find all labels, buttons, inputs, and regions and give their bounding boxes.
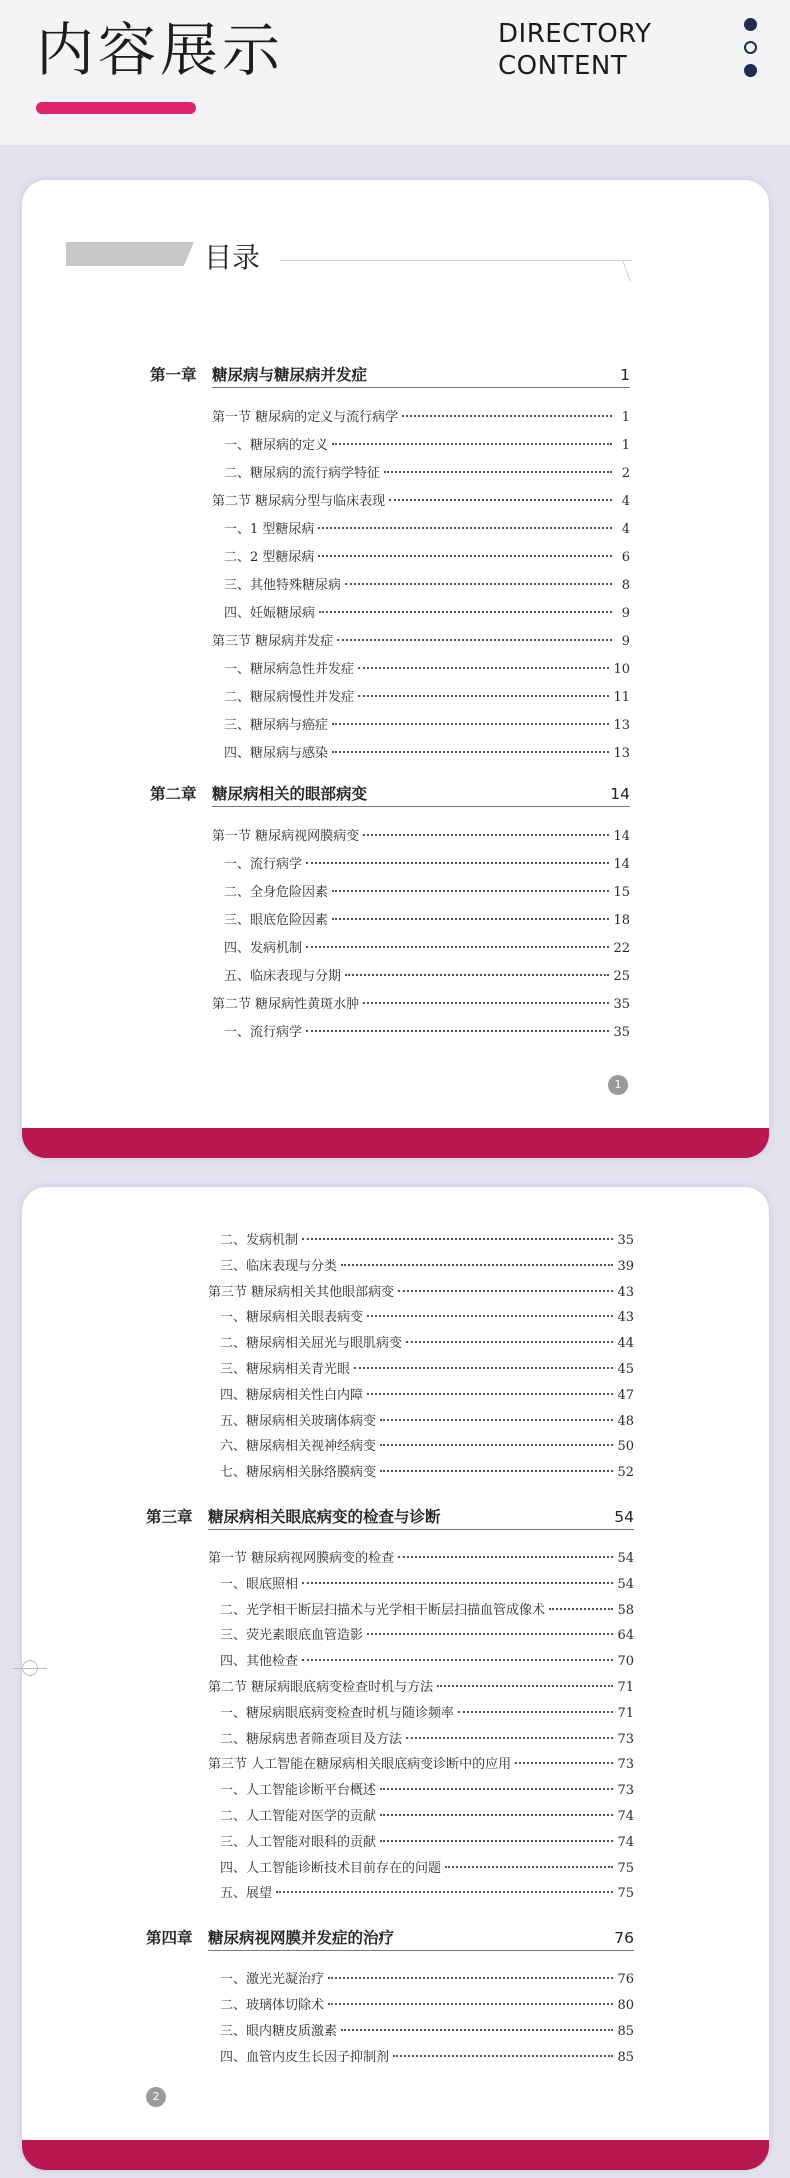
dot-leader (393, 2055, 613, 2057)
entry-page-number: 73 (617, 1731, 634, 1747)
entry-label: 二、发病机制 (220, 1233, 299, 1248)
dot-leader (319, 611, 612, 613)
entry-label: 一、激光光凝治疗 (220, 1972, 325, 1988)
entry-page-number: 54 (617, 1576, 634, 1592)
entry-page-number: 9 (621, 606, 630, 621)
dot-leader (358, 667, 609, 669)
heading-decoration (66, 242, 194, 266)
dot-leader (380, 1470, 613, 1472)
subsection-row[interactable] (224, 853, 630, 872)
page-number-badge: 1 (608, 1075, 628, 1095)
entry-label: 一、人工智能诊断平台概述 (220, 1783, 377, 1799)
dot-leader (367, 1393, 613, 1395)
dot-leader (437, 1685, 613, 1687)
subsection-row[interactable] (224, 742, 630, 761)
page-bottom-bar (22, 2140, 769, 2170)
dot-leader (306, 862, 609, 864)
entry-page-number: 22 (613, 941, 630, 956)
entry-page-number: 13 (613, 746, 630, 761)
entry-label: 一、眼底照相 (220, 1576, 299, 1592)
dot-leader (332, 443, 612, 445)
entry-label: 四、妊娠糖尿病 (224, 606, 316, 621)
dot-leader (276, 1891, 613, 1893)
dot-leader (402, 415, 612, 417)
entry-label: 二、2 型糖尿病 (224, 550, 315, 565)
dot-leader (332, 890, 609, 892)
chapter-title: 糖尿病相关的眼部病变 (212, 785, 368, 803)
subsection-row[interactable] (224, 518, 630, 537)
entry-label: 六、糖尿病相关视神经病变 (220, 1439, 377, 1455)
subsection-row[interactable] (224, 658, 630, 677)
dot-icon (744, 64, 757, 77)
header-english-line1: DIRECTORY (498, 19, 652, 49)
entry-page-number: 35 (613, 1025, 630, 1040)
entry-label: 二、光学相干断层扫描术与光学相干断层扫描血管成像术 (220, 1602, 546, 1618)
header-english-title (498, 18, 651, 82)
page-bottom-bar (22, 1128, 769, 1158)
dot-leader (302, 1659, 613, 1661)
subsection-row[interactable] (220, 1624, 634, 1643)
dot-leader (445, 1866, 613, 1868)
entry-page-number: 13 (613, 718, 630, 733)
dot-leader (380, 1419, 613, 1421)
subsection-row[interactable] (224, 714, 630, 733)
entry-label: 三、糖尿病相关青光眼 (220, 1362, 351, 1377)
subsection-row[interactable] (224, 686, 630, 705)
entry-page-number: 64 (617, 1628, 634, 1644)
subsection-row[interactable] (220, 1255, 634, 1274)
entry-page-number: 85 (617, 2049, 634, 2065)
subsection-row[interactable] (220, 1805, 634, 1824)
entry-page-number: 15 (613, 885, 630, 900)
entry-page-number: 58 (617, 1602, 634, 1618)
dot-leader (398, 1290, 613, 1292)
subsection-row[interactable] (220, 1435, 634, 1454)
entry-page-number: 80 (617, 1998, 634, 2013)
entry-label: 五、糖尿病相关玻璃体病变 (220, 1413, 377, 1429)
entry-page-number: 9 (621, 634, 630, 649)
entry-page-number: 18 (613, 913, 630, 928)
subsection-row[interactable] (224, 881, 630, 900)
dot-leader (332, 751, 609, 753)
entry-label: 三、糖尿病与癌症 (224, 718, 329, 733)
subsection-row[interactable] (220, 1968, 634, 1987)
dot-leader (406, 1737, 613, 1739)
section-row[interactable] (208, 1676, 634, 1695)
chapter-underline (208, 1529, 634, 1530)
chapter-row[interactable] (146, 1505, 634, 1527)
subsection-row[interactable] (224, 434, 630, 453)
dot-leader (549, 1608, 613, 1610)
entry-page-number: 85 (617, 2023, 634, 2039)
entry-label: 三、眼底危险因素 (224, 913, 329, 928)
entry-page-number: 74 (617, 1834, 634, 1850)
entry-page-number: 74 (617, 1809, 634, 1824)
entry-page-number: 45 (617, 1362, 634, 1377)
chapter-title: 糖尿病相关眼底病变的检查与诊断 (208, 1508, 441, 1526)
entry-page-number: 75 (617, 1860, 634, 1876)
subsection-row[interactable] (224, 965, 630, 984)
subsection-row[interactable] (220, 1573, 634, 1592)
chapter-page-number: 54 (614, 1508, 634, 1526)
subsection-row[interactable] (220, 1229, 634, 1248)
section-row[interactable] (212, 630, 630, 649)
subsection-row[interactable] (220, 2046, 634, 2065)
dot-leader (367, 1315, 613, 1317)
entry-label: 一、糖尿病眼底病变检查时机与随诊频率 (220, 1705, 455, 1721)
chapter-title: 糖尿病与糖尿病并发症 (212, 366, 368, 384)
entry-label: 三、人工智能对眼科的贡献 (220, 1834, 377, 1850)
entry-label: 三、荧光素眼底血管造影 (220, 1628, 364, 1644)
section-row[interactable] (208, 1547, 634, 1566)
section-row[interactable] (212, 825, 630, 844)
dot-leader (345, 583, 612, 585)
entry-page-number: 44 (617, 1336, 634, 1352)
subsection-row[interactable] (220, 1994, 634, 2013)
chapter-number: 第四章 (146, 1929, 193, 1948)
entry-page-number: 50 (617, 1439, 634, 1455)
dot-leader (358, 695, 609, 697)
entry-label: 第二节 糖尿病分型与临床表现 (212, 494, 386, 509)
subsection-row[interactable] (220, 1306, 634, 1325)
entry-page-number: 39 (617, 1258, 634, 1274)
dot-leader (337, 639, 612, 641)
dot-leader (328, 2003, 613, 2005)
entry-page-number: 6 (621, 550, 630, 565)
entry-label: 第三节 糖尿病相关其他眼部病变 (208, 1284, 395, 1300)
section-row[interactable] (208, 1753, 634, 1772)
entry-label: 二、糖尿病相关屈光与眼肌病变 (220, 1336, 403, 1352)
dot-leader (458, 1711, 613, 1713)
dot-leader (380, 1444, 613, 1446)
entry-label: 四、发病机制 (224, 941, 303, 956)
subsection-row[interactable] (220, 1779, 634, 1798)
chapter-number: 第三章 (146, 1508, 193, 1526)
entry-label: 三、其他特殊糖尿病 (224, 578, 342, 593)
dot-leader (389, 499, 612, 501)
entry-page-number: 8 (621, 578, 630, 593)
entry-page-number: 71 (617, 1705, 634, 1721)
entry-page-number: 47 (617, 1387, 634, 1403)
entry-page-number: 75 (617, 1886, 634, 1902)
header-accent-bar (36, 102, 196, 114)
entry-label: 三、眼内糖皮质激素 (220, 2023, 338, 2039)
dot-leader (363, 834, 609, 836)
subsection-row[interactable] (220, 1410, 634, 1429)
subsection-row[interactable] (220, 1461, 634, 1480)
entry-page-number: 1 (621, 410, 630, 425)
entry-page-number: 43 (617, 1284, 634, 1300)
entry-page-number: 1 (621, 438, 630, 453)
entry-label: 二、糖尿病的流行病学特征 (224, 466, 381, 481)
chapter-underline (208, 1950, 634, 1951)
dot-leader (367, 1633, 613, 1635)
section-row[interactable] (212, 490, 630, 509)
chapter-row[interactable] (146, 1926, 634, 1948)
entry-page-number: 73 (617, 1783, 634, 1799)
subsection-row[interactable] (220, 1728, 634, 1747)
entry-page-number: 10 (613, 662, 630, 677)
chapter-underline (212, 806, 630, 807)
dots-menu-icon[interactable] (744, 18, 760, 87)
entry-page-number: 11 (613, 690, 630, 705)
chapter-title: 糖尿病视网膜并发症的治疗 (208, 1929, 395, 1948)
entry-label: 七、糖尿病相关脉络膜病变 (220, 1465, 377, 1481)
chapter-number: 第二章 (150, 785, 197, 803)
entry-label: 三、临床表现与分类 (220, 1258, 338, 1274)
entry-label: 第一节 糖尿病视网膜病变的检查 (208, 1551, 395, 1566)
entry-label: 一、流行病学 (224, 1025, 303, 1040)
entry-label: 二、玻璃体切除术 (220, 1998, 325, 2013)
entry-label: 第一节 糖尿病视网膜病变 (212, 829, 360, 844)
entry-label: 第一节 糖尿病的定义与流行病学 (212, 410, 399, 425)
dot-outline-icon (744, 41, 757, 54)
dot-leader (318, 527, 612, 529)
entry-label: 四、其他检查 (220, 1654, 299, 1670)
subsection-row[interactable] (224, 602, 630, 621)
heading-rule-end (622, 260, 645, 282)
entry-label: 一、1 型糖尿病 (224, 522, 315, 537)
header-title: 内容展示 (36, 16, 285, 84)
chapter-number: 第一章 (150, 366, 197, 384)
entry-label: 二、全身危险因素 (224, 885, 329, 900)
toc-page-1 (22, 180, 769, 1158)
entry-page-number: 71 (617, 1680, 634, 1695)
subsection-row[interactable] (220, 1702, 634, 1721)
subsection-row[interactable] (220, 2020, 634, 2039)
entry-page-number: 54 (617, 1551, 634, 1566)
entry-page-number: 14 (613, 857, 630, 872)
dot-leader (306, 946, 609, 948)
dot-leader (515, 1762, 613, 1764)
entry-page-number: 52 (617, 1465, 634, 1481)
section-row[interactable] (212, 406, 630, 425)
entry-label: 一、糖尿病的定义 (224, 438, 329, 453)
subsection-row[interactable] (220, 1599, 634, 1618)
dot-icon (744, 18, 757, 31)
entry-page-number: 43 (617, 1310, 634, 1326)
entry-label: 四、血管内皮生长因子抑制剂 (220, 2049, 390, 2065)
page-header (0, 0, 790, 145)
entry-page-number: 73 (617, 1757, 634, 1773)
page-number-badge: 2 (146, 2087, 166, 2107)
dot-leader (380, 1814, 613, 1816)
dot-leader (306, 1030, 609, 1032)
entry-page-number: 76 (617, 1972, 634, 1988)
entry-page-number: 14 (613, 829, 630, 844)
toc-page-2 (22, 1187, 769, 2170)
dot-leader (302, 1582, 613, 1584)
entry-page-number: 4 (621, 494, 630, 509)
crop-mark-icon (22, 1660, 38, 1676)
entry-label: 第三节 人工智能在糖尿病相关眼底病变诊断中的应用 (208, 1757, 512, 1773)
subsection-row[interactable] (224, 462, 630, 481)
subsection-row[interactable] (220, 1358, 634, 1377)
entry-label: 四、人工智能诊断技术目前存在的问题 (220, 1860, 442, 1876)
entry-label: 二、糖尿病慢性并发症 (224, 690, 355, 705)
dot-leader (328, 1977, 613, 1979)
entry-page-number: 48 (617, 1413, 634, 1429)
header-english-line2: CONTENT (498, 51, 628, 81)
dot-leader (398, 1556, 613, 1558)
subsection-row[interactable] (220, 1650, 634, 1669)
chapter-page-number: 14 (610, 785, 630, 803)
entry-label: 二、人工智能对医学的贡献 (220, 1809, 377, 1824)
entry-label: 第三节 糖尿病并发症 (212, 634, 334, 649)
entry-label: 五、展望 (220, 1886, 273, 1902)
section-row[interactable] (208, 1281, 634, 1300)
dot-leader (332, 723, 609, 725)
dot-leader (302, 1238, 613, 1240)
entry-page-number: 35 (617, 1233, 634, 1248)
chapter-row[interactable] (150, 782, 630, 804)
entry-label: 二、糖尿病患者筛查项目及方法 (220, 1731, 403, 1747)
entry-page-number: 4 (621, 522, 630, 537)
chapter-row[interactable] (150, 363, 630, 385)
entry-page-number: 2 (621, 466, 630, 481)
section-row[interactable] (212, 993, 630, 1012)
heading-rule (280, 260, 632, 261)
entry-label: 一、糖尿病急性并发症 (224, 662, 355, 677)
entry-label: 一、糖尿病相关眼表病变 (220, 1310, 364, 1326)
dot-leader (345, 974, 609, 976)
chapter-page-number: 76 (614, 1929, 634, 1948)
entry-page-number: 70 (617, 1654, 634, 1670)
entry-page-number: 35 (613, 997, 630, 1012)
subsection-row[interactable] (224, 1021, 630, 1040)
subsection-row[interactable] (224, 937, 630, 956)
entry-page-number: 25 (613, 969, 630, 984)
subsection-row[interactable] (224, 546, 630, 565)
toc-heading: 目录 (204, 241, 261, 274)
entry-label: 第二节 糖尿病性黄斑水肿 (212, 997, 360, 1012)
dot-leader (363, 1002, 609, 1004)
dot-leader (354, 1367, 613, 1369)
subsection-row[interactable] (220, 1332, 634, 1351)
subsection-row[interactable] (220, 1857, 634, 1876)
subsection-row[interactable] (220, 1831, 634, 1850)
subsection-row[interactable] (220, 1384, 634, 1403)
chapter-page-number: 1 (620, 366, 630, 384)
dot-leader (380, 1840, 613, 1842)
dot-leader (380, 1788, 613, 1790)
entry-label: 五、临床表现与分期 (224, 969, 342, 984)
dot-leader (318, 555, 612, 557)
entry-label: 四、糖尿病相关性白内障 (220, 1387, 364, 1403)
entry-label: 一、流行病学 (224, 857, 303, 872)
dot-leader (341, 2029, 613, 2031)
dot-leader (406, 1341, 613, 1343)
dot-leader (384, 471, 612, 473)
entry-label: 第二节 糖尿病眼底病变检查时机与方法 (208, 1680, 434, 1695)
chapter-underline (212, 387, 630, 388)
subsection-row[interactable] (220, 1882, 634, 1901)
dot-leader (332, 918, 609, 920)
entry-label: 四、糖尿病与感染 (224, 746, 329, 761)
dot-leader (341, 1264, 613, 1266)
subsection-row[interactable] (224, 909, 630, 928)
subsection-row[interactable] (224, 574, 630, 593)
